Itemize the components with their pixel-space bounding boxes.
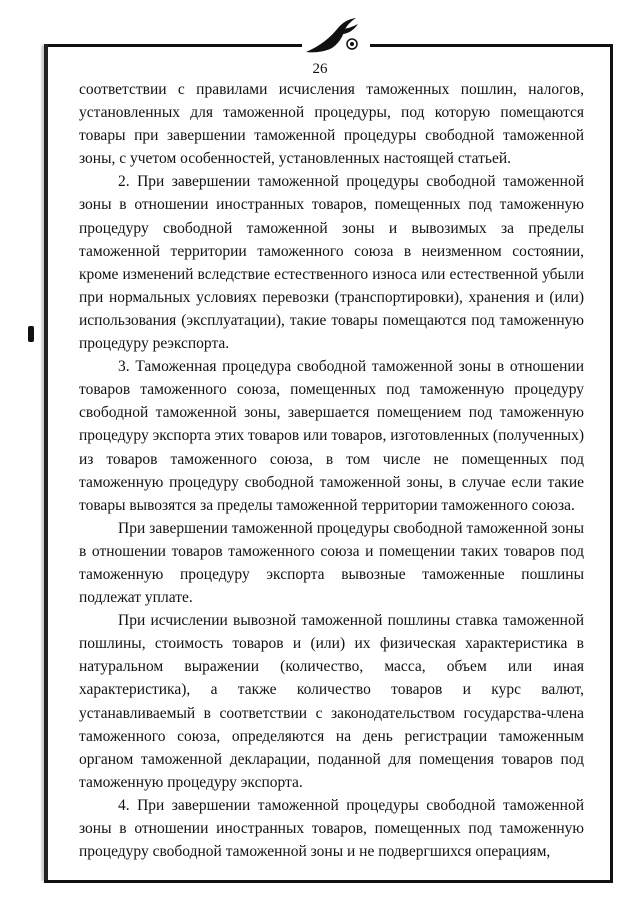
paragraph-item-2: 2. При завершении таможенной процедуры свободной таможенной зоны в отношении иностранных товаров, помещенных под таможенную процедуру свободной таможенной зоны и вывозимых за пределы таможенной территории таможенного союза в неизменном состоянии, кроме изменений вследствие естественного износа или естественной убыли при нормальных условиях перевозки (транспортировки), хранения и (или) использования (эксплуатации), такие товары помещаются под таможенную процедуру реэкспорта. — [79, 173, 584, 353]
emblem-bird-icon — [302, 16, 370, 56]
paragraph-item-4: 4. При завершении таможенной процедуры свободной таможенной зоны в отношении иностранных товаров, помещенных под таможенную процедуру свободной таможенной зоны и не подвергшихся операциям, — [79, 796, 584, 861]
paragraph-item-3: 3. Таможенная процедура свободной таможенной зоны в отношении товаров таможенного союза, помещенных под таможенную процедуру свободной таможенной зоны, завершается помещением под таможенную процедуру экспорта этих товаров или товаров, изготовленных (полученных) из товаров таможенного союза, в том числе не помещенных под таможенную процедуру свободной таможенной зоны, в случае если такие товары вывозятся за пределы таможенной территории таможенного союза. — [79, 358, 584, 514]
paragraph-duty-calculation: При исчислении вывозной таможенной пошлины ставка таможенной пошлины, стоимость товаров и (или) их физическая характеристика в натуральном выражении (количество, масса, объем или иная характеристика), а также количество товаров и курс валют, устанавливаемый в соответствии с законодательством государства-члена таможенного союза, определяются на день регистрации таможенным органом таможенной декларации, поданной для помещения товаров под таможенную процедуру экспорта. — [79, 612, 584, 791]
paragraph-continuation: соответствии с правилами исчисления таможенных пошлин, налогов, установленных для таможенной процедуры, под которую помещаются товары при завершении таможенной процедуры свободной таможенной зоны, с учетом особенностей, установленных настоящей статьей. — [79, 81, 584, 168]
document-body — [79, 78, 584, 863]
page-number: 26 — [312, 61, 328, 77]
paragraph-export-duties: При завершении таможенной процедуры свободной таможенной зоны в отношении товаров таможенного союза и помещении таких товаров под таможенную процедуру экспорта вывозные таможенные пошлины подлежат уплате. — [79, 519, 584, 607]
margin-mark — [28, 326, 34, 342]
